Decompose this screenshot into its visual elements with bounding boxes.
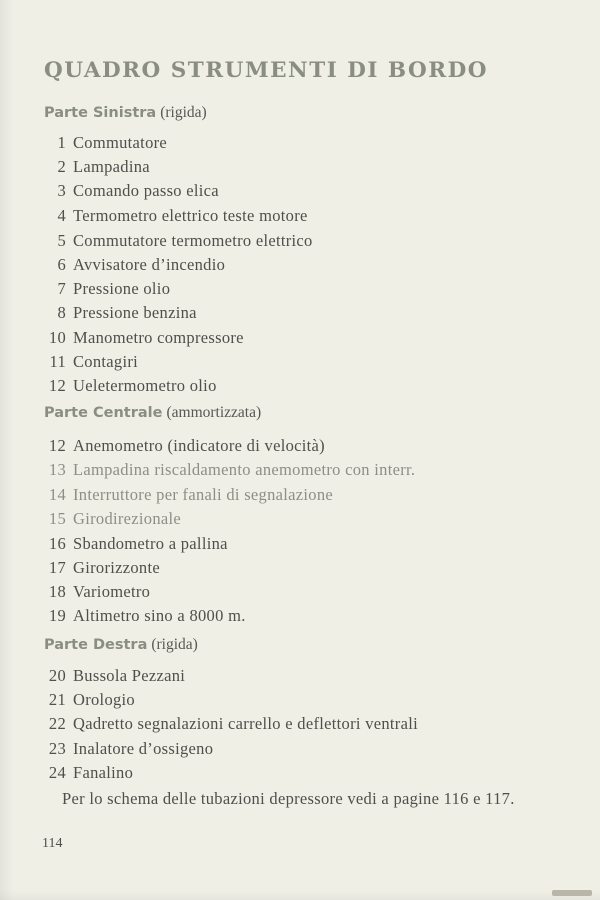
item-text: Pressione benzina — [73, 303, 197, 322]
section-name: Parte Sinistra — [44, 105, 157, 121]
item-number: 2 — [57, 157, 66, 176]
item-text: Manometro compressore — [73, 328, 244, 347]
item-number: 16 — [48, 534, 66, 553]
item-number: 21 — [48, 690, 66, 709]
list-item — [40, 507, 181, 531]
item-text: Altimetro sino a 8000 m. — [73, 606, 246, 625]
item-text: Comando passo elica — [73, 181, 219, 200]
list-item — [40, 688, 135, 712]
list-item — [40, 179, 219, 203]
section-heading-centrale — [44, 404, 261, 422]
item-text: Anemometro (indicatore di velocità) — [73, 436, 325, 455]
item-number: 14 — [48, 485, 66, 504]
item-text: Pressione olio — [73, 279, 171, 298]
page-corner-mark — [552, 890, 592, 896]
item-text: Bussola Pezzani — [73, 666, 186, 685]
item-text: Lampadina riscaldamento anemometro con interr. — [73, 460, 416, 479]
list-item — [40, 532, 228, 556]
item-number: 20 — [48, 666, 66, 685]
item-number: 19 — [48, 606, 66, 625]
item-number: 15 — [48, 509, 66, 528]
section-name: Parte Destra — [44, 637, 148, 653]
item-text: Avvisatore d’incendio — [73, 255, 226, 274]
list-item — [40, 326, 244, 350]
list-item — [40, 374, 217, 398]
list-item — [40, 229, 313, 253]
item-text: Inalatore d’ossigeno — [73, 739, 214, 758]
item-number: 11 — [49, 352, 66, 371]
item-text: Fanalino — [73, 763, 134, 782]
item-text: Contagiri — [73, 352, 139, 371]
item-number: 4 — [57, 206, 66, 225]
item-text: Orologio — [73, 690, 135, 709]
item-number: 18 — [48, 582, 66, 601]
item-number: 12 — [48, 376, 66, 395]
footnote-paragraph: Per lo schema delle tubazioni depressore vedi a pagine 116 e 117. — [62, 789, 515, 808]
list-item — [40, 301, 197, 325]
list-item — [40, 434, 325, 458]
list-item — [40, 350, 138, 374]
item-number: 3 — [57, 181, 66, 200]
list-item — [40, 204, 308, 228]
item-number: 13 — [48, 460, 66, 479]
item-number: 17 — [48, 558, 66, 577]
item-text: Lampadina — [73, 157, 150, 176]
list-item — [40, 556, 160, 580]
item-text: Girodirezionale — [73, 509, 182, 528]
item-text: Interruttore per fanali di segnalazione — [73, 485, 333, 504]
list-item — [40, 277, 170, 301]
page-title: QUADRO STRUMENTI DI BORDO — [44, 58, 488, 83]
page-number: 114 — [42, 836, 63, 851]
list-item — [40, 458, 415, 482]
item-text: Commutatore termometro elettrico — [73, 231, 313, 250]
section-note: (rigida) — [151, 636, 198, 653]
list-item — [40, 483, 333, 507]
item-number: 6 — [57, 255, 66, 274]
section-note: (rigida) — [160, 104, 207, 121]
list-item — [40, 737, 213, 761]
section-name: Parte Centrale — [44, 405, 163, 421]
list-item — [40, 712, 418, 736]
list-item — [40, 580, 150, 604]
item-number: 12 — [48, 436, 66, 455]
item-number: 22 — [48, 714, 66, 733]
list-item — [40, 253, 225, 277]
item-number: 10 — [48, 328, 66, 347]
list-item — [40, 155, 150, 179]
item-text: Girorizzonte — [73, 558, 160, 577]
item-number: 7 — [57, 279, 66, 298]
item-text: Variometro — [73, 582, 151, 601]
section-note: (ammortizzata) — [166, 404, 262, 421]
list-item — [40, 604, 246, 628]
section-heading-sinistra — [44, 104, 207, 122]
item-text: Ueletermometro olio — [73, 376, 217, 395]
item-number: 23 — [48, 739, 66, 758]
list-item — [40, 761, 133, 785]
item-number: 1 — [57, 133, 66, 152]
item-text: Commutatore — [73, 133, 168, 152]
item-text: Termometro elettrico teste motore — [73, 206, 308, 225]
section-heading-destra — [44, 636, 198, 654]
item-number: 24 — [48, 763, 66, 782]
item-number: 5 — [57, 231, 66, 250]
list-item — [40, 131, 167, 155]
item-number: 8 — [57, 303, 66, 322]
item-text: Sbandometro a pallina — [73, 534, 228, 553]
item-text: Qadretto segnalazioni carrello e deflettori ventrali — [73, 714, 418, 733]
list-item — [40, 664, 185, 688]
